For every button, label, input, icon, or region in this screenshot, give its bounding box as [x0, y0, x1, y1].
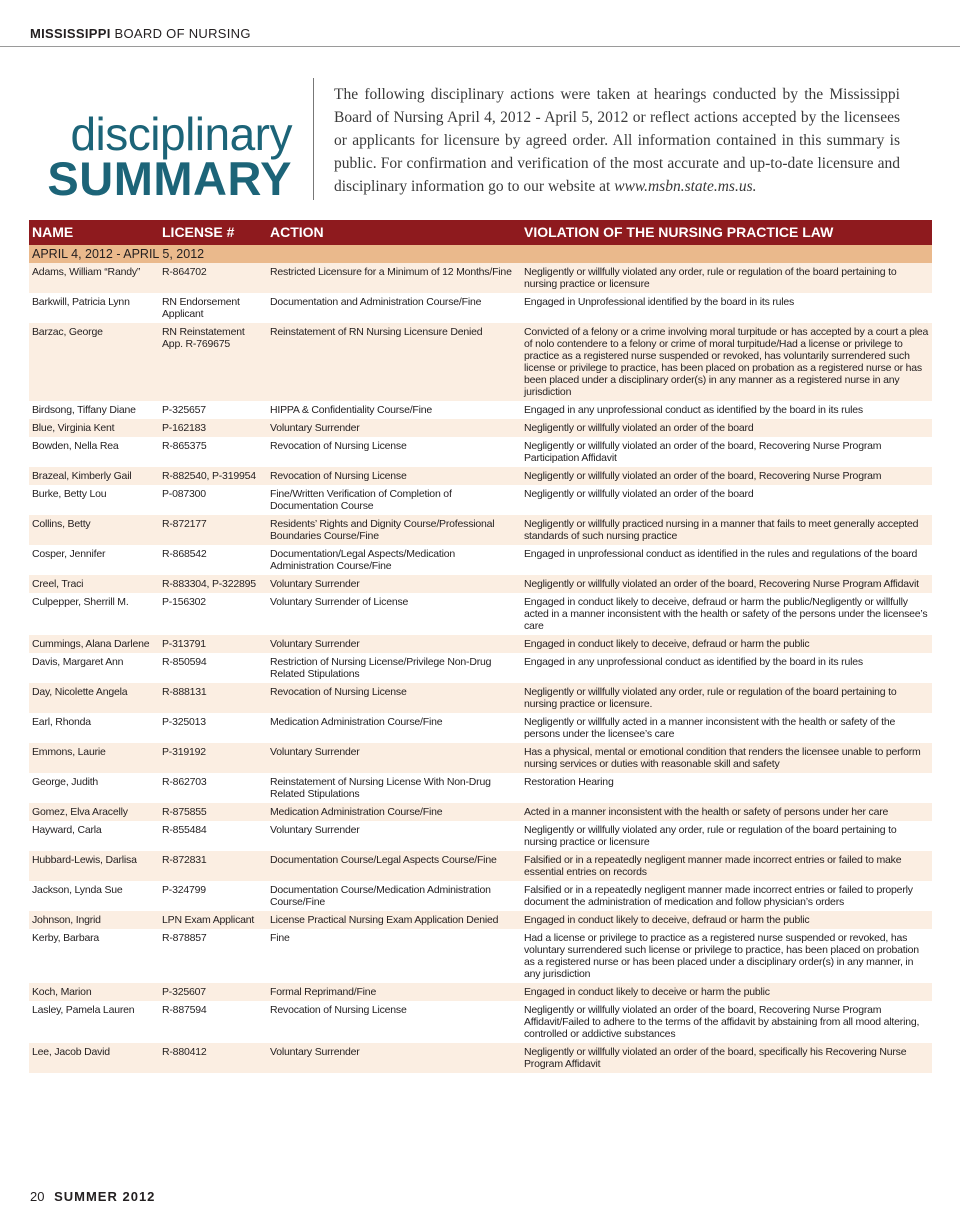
table-row: [29, 929, 932, 983]
cell-license: R-880412: [159, 1043, 267, 1073]
table-row: [29, 1001, 932, 1043]
table-row: [29, 515, 932, 545]
cell-name: Koch, Marion: [29, 983, 159, 1001]
cell-license: P-319192: [159, 743, 267, 773]
cell-violation: Has a physical, mental or emotional condition that renders the licensee unable to perform nursing services or duties with reasonable skill and safety: [521, 743, 932, 773]
cell-action: Revocation of Nursing License: [270, 1004, 407, 1016]
cell-name: Lee, Jacob David: [29, 1043, 159, 1073]
cell-action: Revocation of Nursing License: [267, 683, 521, 713]
cell-action: Residents’ Rights and Dignity Course/Professional Boundaries Course/Fine: [267, 515, 521, 545]
column-header-name: NAME: [29, 220, 159, 245]
cell-license: R-868542: [162, 548, 207, 560]
table-row: [29, 419, 932, 437]
cell-license: P-156302: [162, 596, 206, 608]
publication-header: [30, 26, 251, 41]
table-row: [29, 911, 932, 929]
cell-violation: Negligently or willfully violated an order of the board: [521, 419, 932, 437]
section-row: [29, 245, 932, 263]
cell-violation: Engaged in Unprofessional identified by the board in its rules: [524, 296, 795, 308]
cell-name: Culpepper, Sherrill M.: [32, 596, 129, 608]
cell-license: R-878857: [162, 932, 207, 944]
header-org-bold: MISSISSIPPI: [30, 26, 111, 41]
page-footer: [30, 1189, 155, 1204]
header-divider: [0, 46, 960, 47]
cell-violation: Negligently or willfully violated an order of the board, Recovering Nurse Program: [521, 467, 932, 485]
table-row: [29, 653, 932, 683]
cell-name: Cummings, Alana Darlene: [29, 635, 159, 653]
table-row: [29, 263, 932, 293]
table-row: [29, 983, 932, 1001]
cell-license: R-865375: [162, 440, 207, 452]
cell-action: Fine/Written Verification of Completion of Documentation Course: [270, 488, 452, 512]
cell-violation: Engaged in unprofessional conduct as identified in the rules and regulations of the board: [524, 548, 918, 560]
cell-action: License Practical Nursing Exam Application Denied: [267, 911, 521, 929]
column-header-action: ACTION: [267, 220, 521, 245]
cell-license: R-883304, P-322895: [159, 575, 267, 593]
cell-name: George, Judith: [32, 776, 99, 788]
cell-action: Voluntary Surrender: [267, 743, 521, 773]
table-row: [29, 635, 932, 653]
cell-action: Documentation Course/Medication Administration Course/Fine: [270, 884, 491, 908]
cell-license: P-087300: [162, 488, 206, 500]
disciplinary-table: [29, 220, 932, 1073]
table-row: [29, 401, 932, 419]
table-row: [29, 593, 932, 635]
cell-violation: Engaged in conduct likely to deceive, defraud or harm the public/Negligently or willfully acted in a manner inconsistent with the health or safety of the persons under the licensee’s care: [524, 596, 928, 632]
cell-action: Reinstatement of Nursing License With Non-Drug Related Stipulations: [270, 776, 491, 800]
cell-violation: Engaged in any unprofessional conduct as identified by the board in its rules: [524, 404, 863, 416]
cell-action: Fine: [270, 932, 290, 944]
cell-action: Medication Administration Course/Fine: [267, 803, 521, 821]
page-title: [0, 108, 292, 205]
cell-name: Emmons, Laurie: [29, 743, 159, 773]
cell-name: Brazeal, Kimberly Gail: [29, 467, 159, 485]
cell-violation: Negligently or willfully violated an order of the board, Recovering Nurse Program Affidavit/Failed to adhere to the terms of the affidavit by abstaining from all mood altering, controlled or addictive substances: [524, 1004, 920, 1040]
cell-name: Jackson, Lynda Sue: [32, 884, 123, 896]
cell-license: R-887594: [162, 1004, 207, 1016]
cell-action: Restricted Licensure for a Minimum of 12 Months/Fine: [267, 263, 521, 293]
table-body: [29, 245, 932, 1073]
cell-license: RN Endorsement Applicant: [162, 296, 240, 320]
cell-name: Davis, Margaret Ann: [32, 656, 124, 668]
intro-text: The following disciplinary actions were taken at hearings conducted by the Mississippi Board of Nursing April 4, 2012 - April 5, 2012 or reflect actions accepted by the licensees or applicants for licensure by agreed order. All information contained in this summary is public. For confirmation and verification of the most accurate and up-to-date licensure and disciplinary information go to our website at: [334, 86, 900, 195]
cell-name: Barkwill, Patricia Lynn: [32, 296, 130, 308]
cell-violation: Had a license or privilege to practice as a registered nurse suspended or revoked, has voluntary surrendered such license or privilege to practice, has been placed on probation as a registered nurse or has been placed under a disciplinary order(s) in any manner, in any jurisdiction: [524, 932, 919, 980]
cell-name: Johnson, Ingrid: [29, 911, 159, 929]
cell-action: Voluntary Surrender of License: [270, 596, 409, 608]
cell-action: Revocation of Nursing License: [267, 467, 521, 485]
cell-license: LPN Exam Applicant: [159, 911, 267, 929]
cell-action: HIPPA & Confidentiality Course/Fine: [270, 404, 433, 416]
cell-violation: Restoration Hearing: [524, 776, 614, 788]
cell-name: Hayward, Carla: [32, 824, 102, 836]
cell-violation: Engaged in conduct likely to deceive or harm the public: [521, 983, 932, 1001]
cell-violation: Convicted of a felony or a crime involving moral turpitude or has accepted by a court a plea of nolo contendere to a felony or crime of moral turpitude/Had a license or privilege to practice as a registered nurse suspended or revoked, has voluntarily surrendered such license or privilege to practice, has been placed on probation as a registered nurse or has been placed under a disciplinary order(s) in any manner as a registered nurse in any jurisdiction: [521, 323, 932, 401]
cell-action: Documentation Course/Legal Aspects Course/Fine: [267, 851, 521, 881]
cell-license: R-855484: [162, 824, 207, 836]
cell-violation: Negligently or willfully violated any order, rule or regulation of the board pertaining to nursing practice or licensure.: [521, 683, 932, 713]
title-line1: disciplinary: [70, 108, 292, 160]
cell-action: Documentation and Administration Course/Fine: [270, 296, 482, 308]
cell-license: R-862703: [162, 776, 207, 788]
cell-violation: Negligently or willfully violated any order, rule or regulation of the board pertaining to nursing practice or licensure: [524, 824, 897, 848]
cell-name: Lasley, Pamela Lauren: [32, 1004, 135, 1016]
cell-violation: Negligently or willfully acted in a manner inconsistent with the health or safety of the persons under the licensee’s care: [524, 716, 896, 740]
cell-name: Burke, Betty Lou: [32, 488, 107, 500]
cell-name: Kerby, Barbara: [32, 932, 100, 944]
cell-license: P-162183: [159, 419, 267, 437]
cell-violation: Engaged in any unprofessional conduct as identified by the board in its rules: [524, 656, 863, 668]
cell-license: R-850594: [162, 656, 207, 668]
cell-violation: Engaged in conduct likely to deceive, defraud or harm the public: [521, 911, 932, 929]
table-row: [29, 545, 932, 575]
table-row: [29, 881, 932, 911]
table-row: [29, 821, 932, 851]
table-row: [29, 851, 932, 881]
table-row: [29, 803, 932, 821]
table-row: [29, 323, 932, 401]
cell-violation: Negligently or willfully violated any order, rule or regulation of the board pertaining to nursing practice or licensure: [521, 263, 932, 293]
cell-violation: Acted in a manner inconsistent with the health or safety of persons under her care: [521, 803, 932, 821]
cell-license: RN Reinstatement App. R-769675: [159, 323, 267, 401]
title-divider: [313, 78, 314, 200]
cell-name: Cosper, Jennifer: [32, 548, 106, 560]
cell-name: Collins, Betty: [29, 515, 159, 545]
cell-name: Earl, Rhonda: [32, 716, 91, 728]
cell-license: P-325013: [162, 716, 206, 728]
cell-violation: Negligently or willfully violated an order of the board, Recovering Nurse Program Affidavit: [521, 575, 932, 593]
issue-season: SUMMER 2012: [54, 1189, 156, 1204]
cell-name: Adams, William “Randy”: [29, 263, 159, 293]
cell-license: R-872177: [159, 515, 267, 545]
cell-action: Medication Administration Course/Fine: [270, 716, 443, 728]
cell-license: P-325657: [162, 404, 206, 416]
cell-name: Birdsong, Tiffany Diane: [32, 404, 136, 416]
cell-name: Day, Nicolette Angela: [29, 683, 159, 713]
cell-license: R-872831: [159, 851, 267, 881]
table-row: [29, 713, 932, 743]
table-row: [29, 1043, 932, 1073]
cell-name: Creel, Traci: [29, 575, 159, 593]
cell-license: R-888131: [159, 683, 267, 713]
cell-violation: Falsified or in a repeatedly negligent manner made incorrect entries or failed to properly document the administration of medication and follow physician’s orders: [524, 884, 913, 908]
cell-action: Formal Reprimand/Fine: [267, 983, 521, 1001]
cell-violation: Negligently or willfully violated an order of the board, Recovering Nurse Program Participation Affidavit: [524, 440, 882, 464]
cell-action: Voluntary Surrender: [267, 635, 521, 653]
table-row: [29, 485, 932, 515]
table-row: [29, 467, 932, 485]
cell-action: Revocation of Nursing License: [270, 440, 407, 452]
table-row: [29, 743, 932, 773]
table-row: [29, 293, 932, 323]
cell-license: R-875855: [159, 803, 267, 821]
cell-license: R-882540, P-319954: [159, 467, 267, 485]
cell-violation: Negligently or willfully practiced nursing in a manner that fails to meet generally accepted standards of such nursing practice: [521, 515, 932, 545]
cell-action: Documentation/Legal Aspects/Medication Administration Course/Fine: [270, 548, 456, 572]
cell-violation: Engaged in conduct likely to deceive, defraud or harm the public: [521, 635, 932, 653]
cell-violation: Falsified or in a repeatedly negligent manner made incorrect entries or failed to make essential entries on records: [521, 851, 932, 881]
table-row: [29, 575, 932, 593]
cell-action: Reinstatement of RN Nursing Licensure Denied: [267, 323, 521, 401]
table-row: [29, 437, 932, 467]
cell-name: Hubbard-Lewis, Darlisa: [29, 851, 159, 881]
table-header-row: [29, 220, 932, 245]
table-row: [29, 683, 932, 713]
cell-name: Blue, Virginia Kent: [29, 419, 159, 437]
column-header-violation: VIOLATION OF THE NURSING PRACTICE LAW: [521, 220, 932, 245]
cell-license: P-324799: [162, 884, 206, 896]
cell-license: P-313791: [159, 635, 267, 653]
cell-name: Gomez, Elva Aracelly: [29, 803, 159, 821]
cell-action: Voluntary Surrender: [270, 824, 360, 836]
cell-license: R-864702: [159, 263, 267, 293]
page-number: 20: [30, 1189, 45, 1204]
title-line2: SUMMARY: [47, 152, 292, 205]
intro-paragraph: [334, 83, 900, 198]
cell-license: P-325607: [159, 983, 267, 1001]
header-org-rest: BOARD OF NURSING: [114, 26, 251, 41]
cell-action: Restriction of Nursing License/Privilege Non-Drug Related Stipulations: [270, 656, 492, 680]
cell-name: Barzac, George: [29, 323, 159, 401]
cell-action: Voluntary Surrender: [267, 1043, 521, 1073]
cell-violation: Negligently or willfully violated an order of the board, specifically his Recovering Nurse Program Affidavit: [521, 1043, 932, 1073]
cell-action: Voluntary Surrender: [267, 419, 521, 437]
cell-name: Bowden, Nella Rea: [32, 440, 119, 452]
column-header-license: LICENSE #: [159, 220, 267, 245]
table-row: [29, 773, 932, 803]
website-link[interactable]: www.msbn.state.ms.us.: [614, 178, 757, 195]
cell-action: Voluntary Surrender: [267, 575, 521, 593]
cell-violation: Negligently or willfully violated an order of the board: [524, 488, 754, 500]
section-date-range: APRIL 4, 2012 - APRIL 5, 2012: [29, 245, 932, 263]
